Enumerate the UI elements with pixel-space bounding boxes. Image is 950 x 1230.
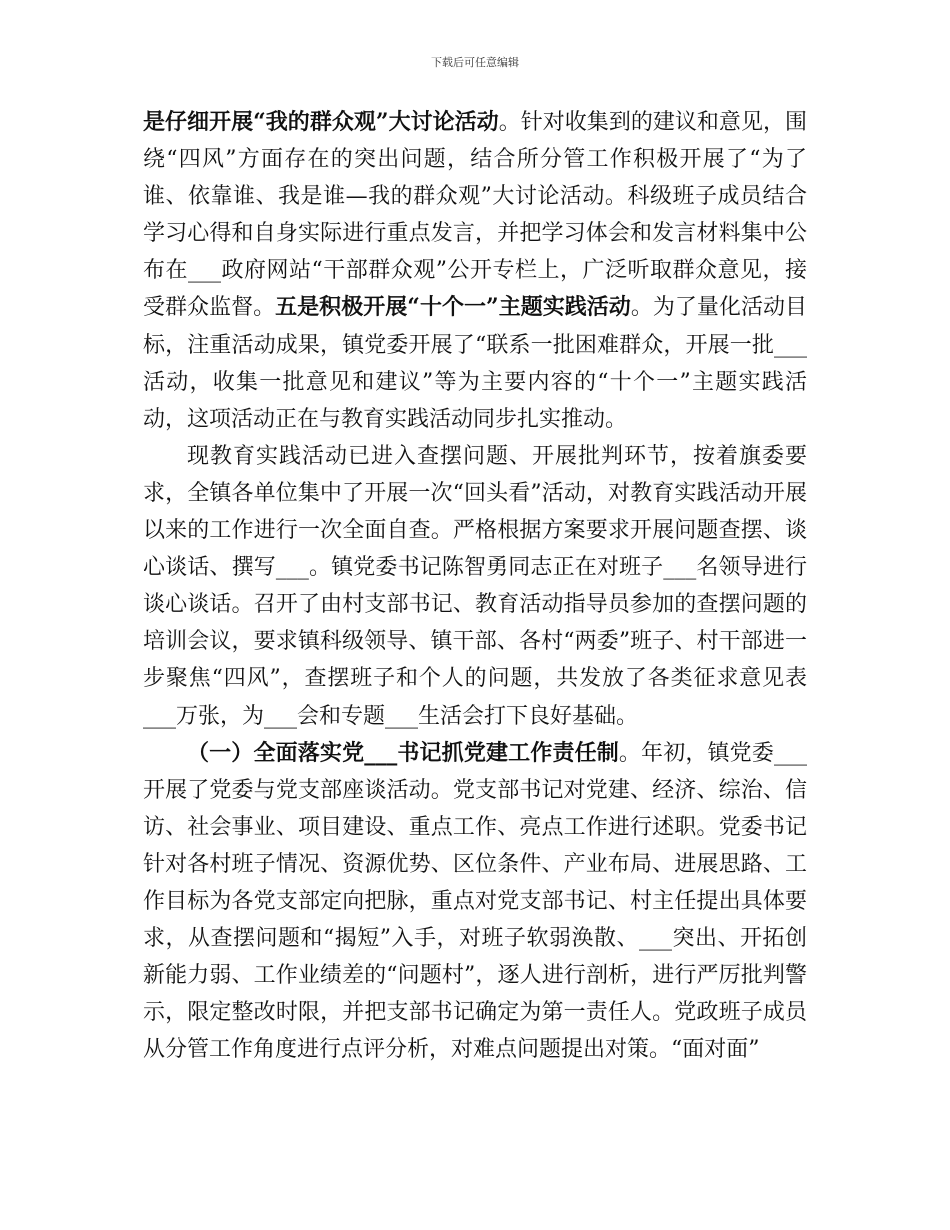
paragraph-responsibility [143,735,807,1069]
bold-lead-four: 是仔细开展“我的群众观”大讨论活动 [143,109,499,135]
paragraph-review: 现教育实践活动已进入查摆问题、开展批判环节，按着旗委要求，全镇各单位集中了开展一次“回头看”活动，对教育实践活动开展以来的工作进行一次全面自查。严格根据方案要求开展问题查摆、谈心谈话、撰写___。镇党委书记陈智勇同志正在对班子___名领导进行谈心谈话。召开了由村支部书记、教育活动指导员参加的查摆问题的培训会议，要求镇科级领导、镇干部、各村“两委”班子、村干部进一步聚焦“四风”，查摆班子和个人的问题，共发放了各类征求意见表___万张，为___会和专题___生活会打下良好基础。 [143,443,807,729]
subsection-heading: （一）全面落实党___书记抓党建工作责任制 [187,739,619,766]
page-header: 下载后可任意编辑 [431,56,519,69]
document-body [143,104,807,1068]
paragraph-text: 。针对收集到的建议和意见，围绕“四风”方面存在的突出问题，结合所分管工作积极开展了“为了谁、依靠谁、我是谁—我的群众观”大讨论活动。科级班子成员结合学习心得和自身实际进行重点发言，并把学习体会和发言材料集中公布在___政府网站“干部群众观”公开专栏上，广泛听取群众意见，接受群众监督。 [143,110,807,321]
bold-lead-five: 五是积极开展“十个一”主题实践活动 [275,294,631,321]
paragraph-group-activities [143,104,807,438]
paragraph-text: 。年初，镇党委___开展了党委与党支部座谈活动。党支部书记对党建、经济、综治、信访、社会事业、项目建设、重点工作、亮点工作进行述职。党委书记针对各村班子情况、资源优势、区位条件、产业布局、进展思路、工作目标为各党支部定向把脉，重点对党支部书记、村主任提出具体要求，从查摆问题和“揭短”入手，对班子软弱涣散、___突出、开拓创新能力弱、工作业绩差的“问题村”，逐人进行剖析，进行严厉批判警示，限定整改时限，并把支部书记确定为第一责任人。党政班子成员从分管工作角度进行点评分析，对难点问题提出对策。“面对面” [143,740,807,1063]
paragraph-text: 。为了量化活动目标，注重活动成果，镇党委开展了“联系一批困难群众，开展一批___活动，收集一批意见和建议”等为主要内容的“十个一”主题实践活动，这项活动正在与教育实践活动同步扎实推动。 [143,295,807,432]
